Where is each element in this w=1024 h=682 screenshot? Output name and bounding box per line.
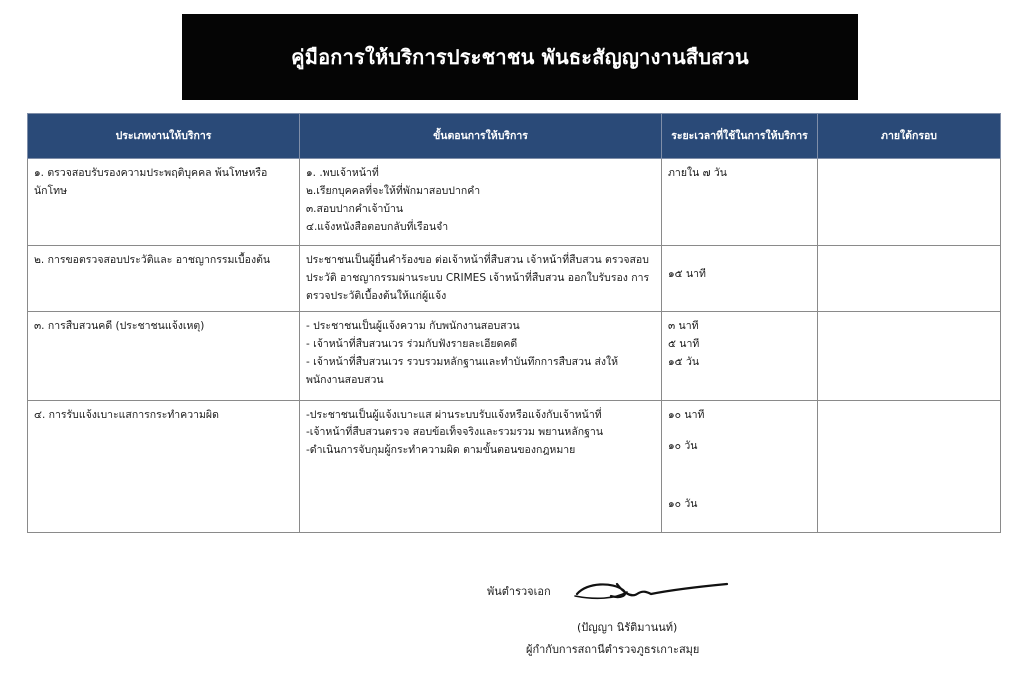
service-cell (28, 400, 300, 532)
signer-rank: พันตำรวจเอก (487, 585, 551, 598)
step-item: ๒.เรียกบุคคลที่จะให้ที่พักมาสอบปากคำ (306, 184, 481, 197)
header-duration: ระยะเวลาที่ใช้ในการให้บริการ (662, 114, 818, 159)
step-item: -ประชาชนเป็นผู้แจ้งเบาะแส ผ่านระบบรับแจ้งหรือแจ้งกับเจ้าหน้าที่ (306, 408, 602, 421)
table-row (28, 159, 1001, 246)
duration-item: ๓ นาที (668, 320, 699, 333)
header-service-type: ประเภทงานให้บริการ (28, 114, 300, 159)
page-title: คู่มือการให้บริการประชาชน พันธะสัญญางานสืบสวน (291, 45, 749, 69)
duration-item: ๑๕ วัน (668, 356, 700, 369)
table-row (28, 312, 1001, 400)
page-title-banner (182, 14, 858, 100)
handwritten-signature (565, 570, 735, 604)
table-row (28, 246, 1001, 312)
header-framework: ภายใต้กรอบ (818, 114, 1001, 159)
duration-cell (662, 246, 818, 312)
step-item: -ดำเนินการจับกุมผู้กระทำความผิด ตามขั้นตอนของกฎหมาย (306, 444, 576, 457)
steps-cell (300, 312, 662, 400)
service-table (27, 113, 1001, 533)
steps-cell (300, 159, 662, 246)
step-item: - เจ้าหน้าที่สืบสวนเวร ร่วมกับฟังรายละเอียดคดี (306, 338, 518, 351)
step-item: ประชาชนเป็นผู้ยื่นคำร้องขอ ต่อเจ้าหน้าที่สืบสวน เจ้าหน้าที่สืบสวน ตรวจสอบประวัติ อาชญากรรมผ่านระบบ CRIMES เจ้าหน้าที่สืบสวน ออกใบรับรอง การตรวจประวัติเบื้องต้นให้แก่ผู้แจ้ง (306, 254, 650, 302)
framework-cell (818, 159, 1001, 246)
step-item: ๔.แจ้งหนังสือตอบกลับที่เรือนจำ (306, 220, 449, 233)
duration-item: ๑๕ นาที (668, 268, 706, 281)
duration-item: ๑๐ วัน (668, 498, 698, 511)
table-header-row (28, 114, 1001, 159)
step-item: -เจ้าหน้าที่สืบสวนตรวจ สอบข้อเท็จจริงและรวมรวม พยานหลักฐาน (306, 426, 604, 439)
header-steps: ขั้นตอนการให้บริการ (300, 114, 662, 159)
duration-cell (662, 400, 818, 532)
duration-cell (662, 312, 818, 400)
duration-item: ๑๐ นาที (668, 408, 705, 421)
service-name: ๒. การขอตรวจสอบประวัติและ อาชญากรรมเบื้องต้น (34, 254, 271, 267)
signer-position: ผู้กำกับการสถานีตำรวจภูธรเกาะสมุย (526, 643, 700, 656)
service-name: ๑. ตรวจสอบรับรองความประพฤติบุคคล พ้นโทษหรือนักโทษ (34, 167, 268, 197)
service-name: ๓. การสืบสวนคดี (ประชาชนแจ้งเหตุ) (34, 320, 205, 333)
table-row (28, 400, 1001, 532)
signer-name: (ปัญญา นิรัติมานนท์) (577, 621, 678, 634)
service-cell (28, 159, 300, 246)
step-item: ๓.สอบปากคำเจ้าบ้าน (306, 202, 404, 215)
duration-item: ๕ นาที (668, 338, 700, 351)
step-item: - เจ้าหน้าที่สืบสวนเวร รวบรวมหลักฐานและทำบันทึกการสืบสวน ส่งให้พนักงานสอบสวน (306, 356, 619, 386)
duration-item: ภายใน ๗ วัน (668, 167, 727, 179)
framework-cell (818, 400, 1001, 532)
steps-cell (300, 400, 662, 532)
service-name: ๔. การรับแจ้งเบาะแสการกระทำความผิด (34, 408, 219, 421)
framework-cell (818, 312, 1001, 400)
service-cell (28, 246, 300, 312)
duration-item: ๑๐ วัน (668, 440, 698, 453)
step-item: - ประชาชนเป็นผู้แจ้งความ กับพนักงานสอบสวน (306, 320, 520, 333)
framework-cell (818, 246, 1001, 312)
duration-cell (662, 159, 818, 246)
steps-cell (300, 246, 662, 312)
step-item: ๑. .พบเจ้าหน้าที่ (306, 167, 379, 179)
service-cell (28, 312, 300, 400)
